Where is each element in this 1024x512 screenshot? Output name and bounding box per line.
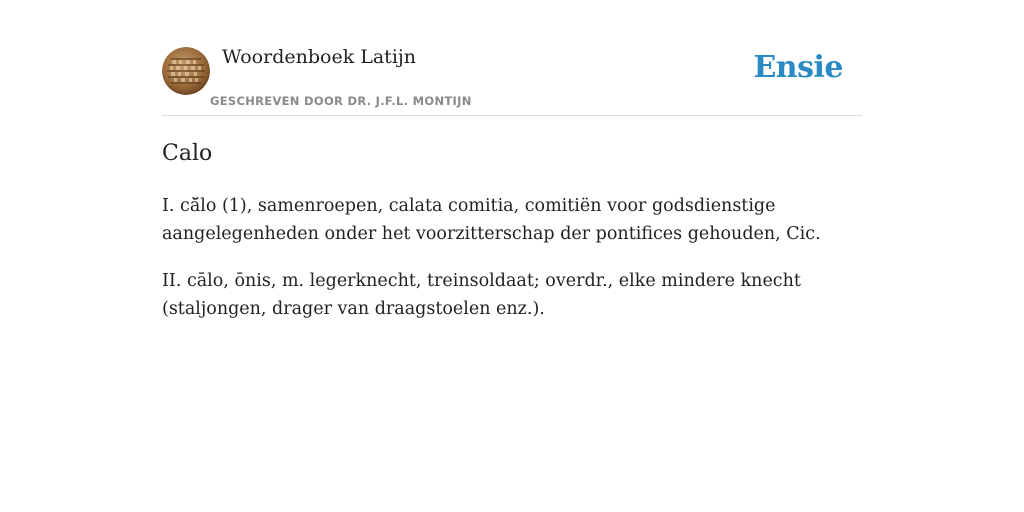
site-header	[162, 0, 862, 116]
entry-definitions	[162, 192, 852, 342]
dictionary-logo-icon[interactable]	[162, 47, 210, 95]
page-container	[162, 0, 862, 319]
entry-title: Calo	[162, 141, 213, 166]
site-title-link[interactable]: Woordenboek Latijn	[222, 46, 417, 68]
site-subtitle: GESCHREVEN DOOR DR. J.F.L. MONTIJN	[210, 94, 472, 108]
ensie-brand-link[interactable]: Ensie	[753, 50, 843, 85]
definition-item: I. că̆lo (1), samenroepen, calata comitia, comitiën voor godsdienstige aangelegenheden onder het voorzitterschap der pontifices gehouden, Cic.	[162, 196, 821, 244]
definition-item: II. cālo, ōnis, m. legerknecht, treinsoldaat; overdr., elke mindere knecht (staljongen, drager van draagstoelen enz.).	[162, 271, 801, 319]
